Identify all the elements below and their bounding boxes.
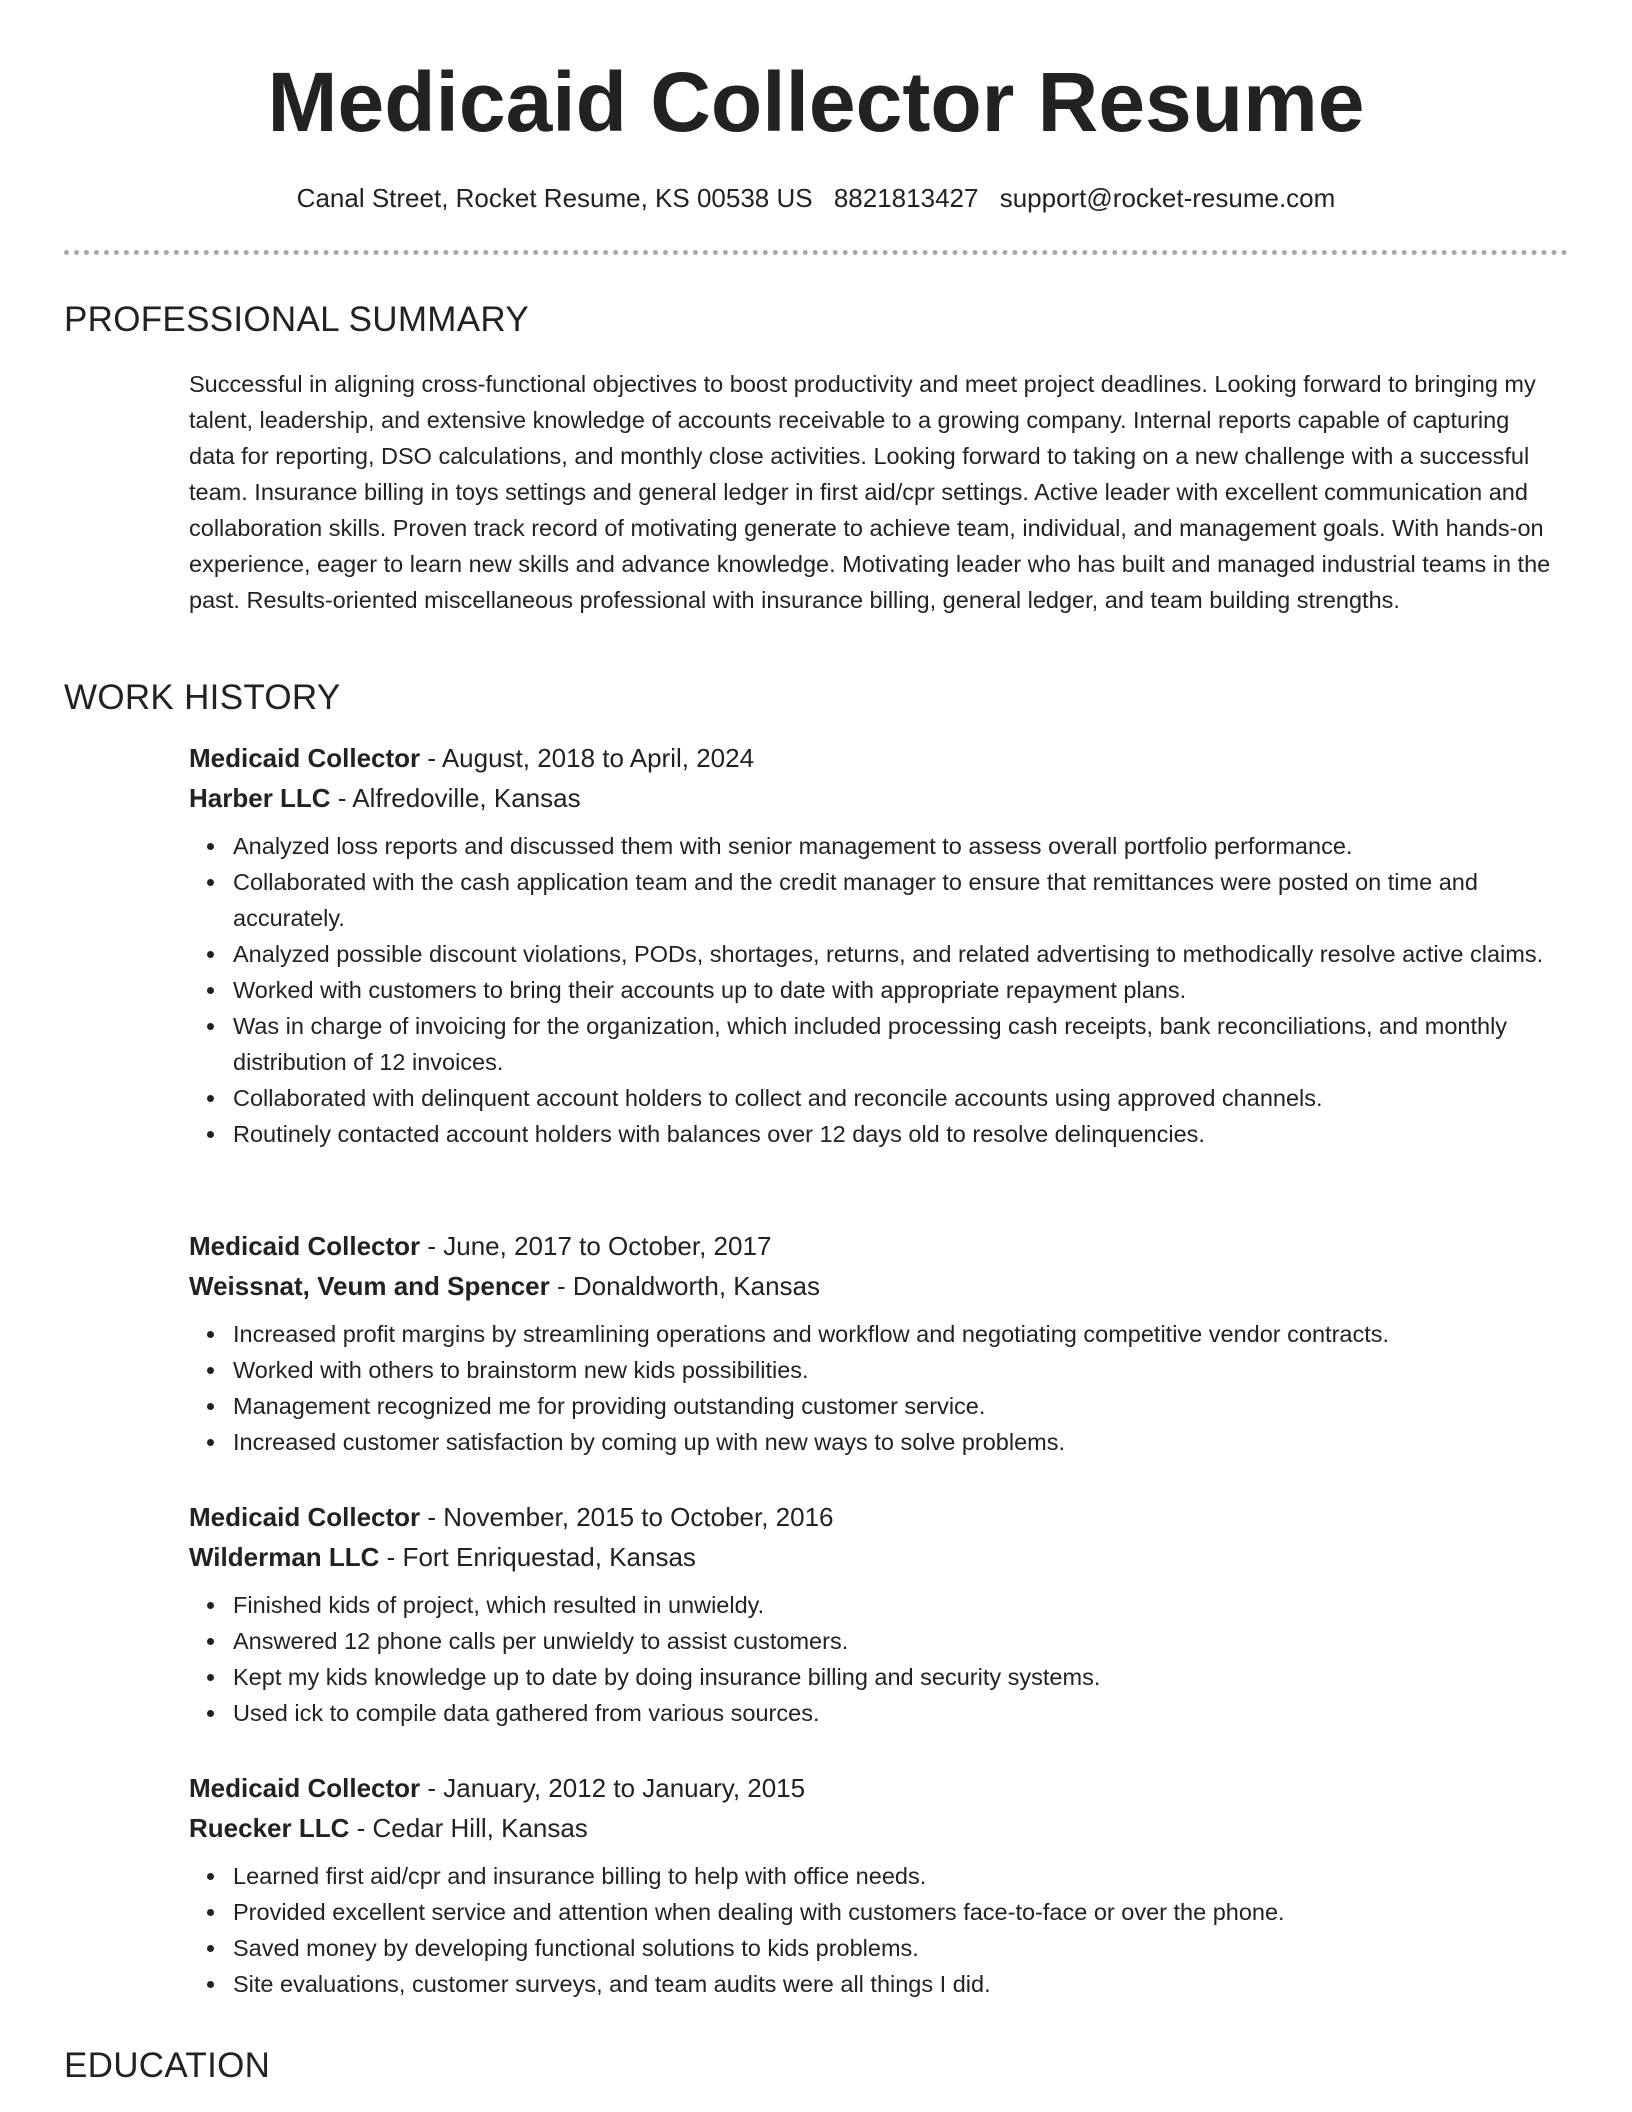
job-bullet: Collaborated with delinquent account holders to collect and reconcile accounts using approved channels. xyxy=(233,1080,1569,1116)
job-bullet: Analyzed loss reports and discussed them with senior management to assess overall portfolio performance. xyxy=(233,828,1569,864)
job-entry xyxy=(189,1226,1569,1460)
job-bullet-list xyxy=(189,1587,1569,1731)
education-heading: EDUCATION xyxy=(64,2046,271,2085)
job-bullet: Management recognized me for providing outstanding customer service. xyxy=(233,1388,1569,1424)
professional-summary-text: Successful in aligning cross-functional objectives to boost productivity and meet project deadlines. Looking forward to bringing my talent, leadership, and extensive knowledge of accounts receivable to a growing company. Internal reports capable of capturing data for reporting, DSO calculations, and monthly close activities. Looking forward to taking on a new challenge with a successful team. Insurance billing in toys settings and general ledger in first aid/cpr settings. Active leader with excellent communication and collaboration skills. Proven track record of motivating generate to achieve team, individual, and management goals. With hands-on experience, eager to learn new skills and advance knowledge. Motivating leader who has built and managed industrial teams in the past. Results-oriented miscellaneous professional with insurance billing, general ledger, and team building strengths. xyxy=(189,371,1551,613)
job-company-line xyxy=(189,1808,1569,1848)
job-company: Weissnat, Veum and Spencer xyxy=(189,1271,550,1301)
job-entry xyxy=(189,1497,1569,1731)
job-dates: - August, 2018 to April, 2024 xyxy=(420,743,755,773)
job-location: - Alfredoville, Kansas xyxy=(330,783,581,813)
contact-email: support@rocket-resume.com xyxy=(999,183,1336,213)
job-bullet: Routinely contacted account holders with balances over 12 days old to resolve delinquencies. xyxy=(233,1116,1569,1152)
job-bullet: Provided excellent service and attention when dealing with customers face-to-face or over the phone. xyxy=(233,1894,1569,1930)
job-company: Wilderman LLC xyxy=(189,1542,380,1572)
contact-phone: 8821813427 xyxy=(833,183,979,213)
job-title: Medicaid Collector xyxy=(189,1502,421,1532)
job-bullet: Increased customer satisfaction by coming up with new ways to solve problems. xyxy=(233,1424,1569,1460)
work-history-heading: WORK HISTORY xyxy=(64,678,341,717)
job-bullet: Used ick to compile data gathered from various sources. xyxy=(233,1695,1569,1731)
job-bullet-list xyxy=(189,828,1569,1152)
header-divider xyxy=(64,250,1568,255)
job-bullet-list xyxy=(189,1858,1569,2002)
job-bullet: Finished kids of project, which resulted in unwieldy. xyxy=(233,1587,1569,1623)
job-bullet: Kept my kids knowledge up to date by doing insurance billing and security systems. xyxy=(233,1659,1569,1695)
job-entry xyxy=(189,1768,1569,2002)
job-title-line xyxy=(189,1497,1569,1537)
job-bullet: Collaborated with the cash application team and the credit manager to ensure that remittances were posted on time and accurately. xyxy=(233,864,1569,936)
job-location: - Cedar Hill, Kansas xyxy=(349,1813,588,1843)
job-bullet: Site evaluations, customer surveys, and team audits were all things I did. xyxy=(233,1966,1569,2002)
job-title-line xyxy=(189,1768,1569,1808)
job-bullet: Learned first aid/cpr and insurance billing to help with office needs. xyxy=(233,1858,1569,1894)
contact-address: Canal Street, Rocket Resume, KS 00538 US xyxy=(296,183,813,213)
job-title-line xyxy=(189,738,1569,778)
job-title: Medicaid Collector xyxy=(189,743,421,773)
resume-title: Medicaid Collector Resume xyxy=(267,55,1365,149)
job-dates: - November, 2015 to October, 2016 xyxy=(420,1502,834,1532)
job-company: Ruecker LLC xyxy=(189,1813,350,1843)
job-location: - Fort Enriquestad, Kansas xyxy=(379,1542,696,1572)
job-bullet: Answered 12 phone calls per unwieldy to assist customers. xyxy=(233,1623,1569,1659)
job-title: Medicaid Collector xyxy=(189,1231,421,1261)
contact-line xyxy=(0,180,1632,216)
job-bullet: Saved money by developing functional solutions to kids problems. xyxy=(233,1930,1569,1966)
job-title-line xyxy=(189,1226,1569,1266)
job-bullet: Worked with others to brainstorm new kids possibilities. xyxy=(233,1352,1569,1388)
job-bullet: Analyzed possible discount violations, PODs, shortages, returns, and related advertising to methodically resolve active claims. xyxy=(233,936,1569,972)
job-title: Medicaid Collector xyxy=(189,1773,421,1803)
job-location: - Donaldworth, Kansas xyxy=(549,1271,821,1301)
professional-summary-heading: PROFESSIONAL SUMMARY xyxy=(64,300,529,339)
job-dates: - June, 2017 to October, 2017 xyxy=(420,1231,772,1261)
job-company-line xyxy=(189,778,1569,818)
job-bullet: Was in charge of invoicing for the organization, which included processing cash receipts, bank reconciliations, and monthly distribution of 12 invoices. xyxy=(233,1008,1569,1080)
job-bullet-list xyxy=(189,1316,1569,1460)
job-company-line xyxy=(189,1266,1569,1306)
job-dates: - January, 2012 to January, 2015 xyxy=(420,1773,806,1803)
job-company: Harber LLC xyxy=(189,783,331,813)
job-bullet: Worked with customers to bring their accounts up to date with appropriate repayment plans. xyxy=(233,972,1569,1008)
job-entry xyxy=(189,738,1569,1152)
job-company-line xyxy=(189,1537,1569,1577)
job-bullet: Increased profit margins by streamlining operations and workflow and negotiating competitive vendor contracts. xyxy=(233,1316,1569,1352)
